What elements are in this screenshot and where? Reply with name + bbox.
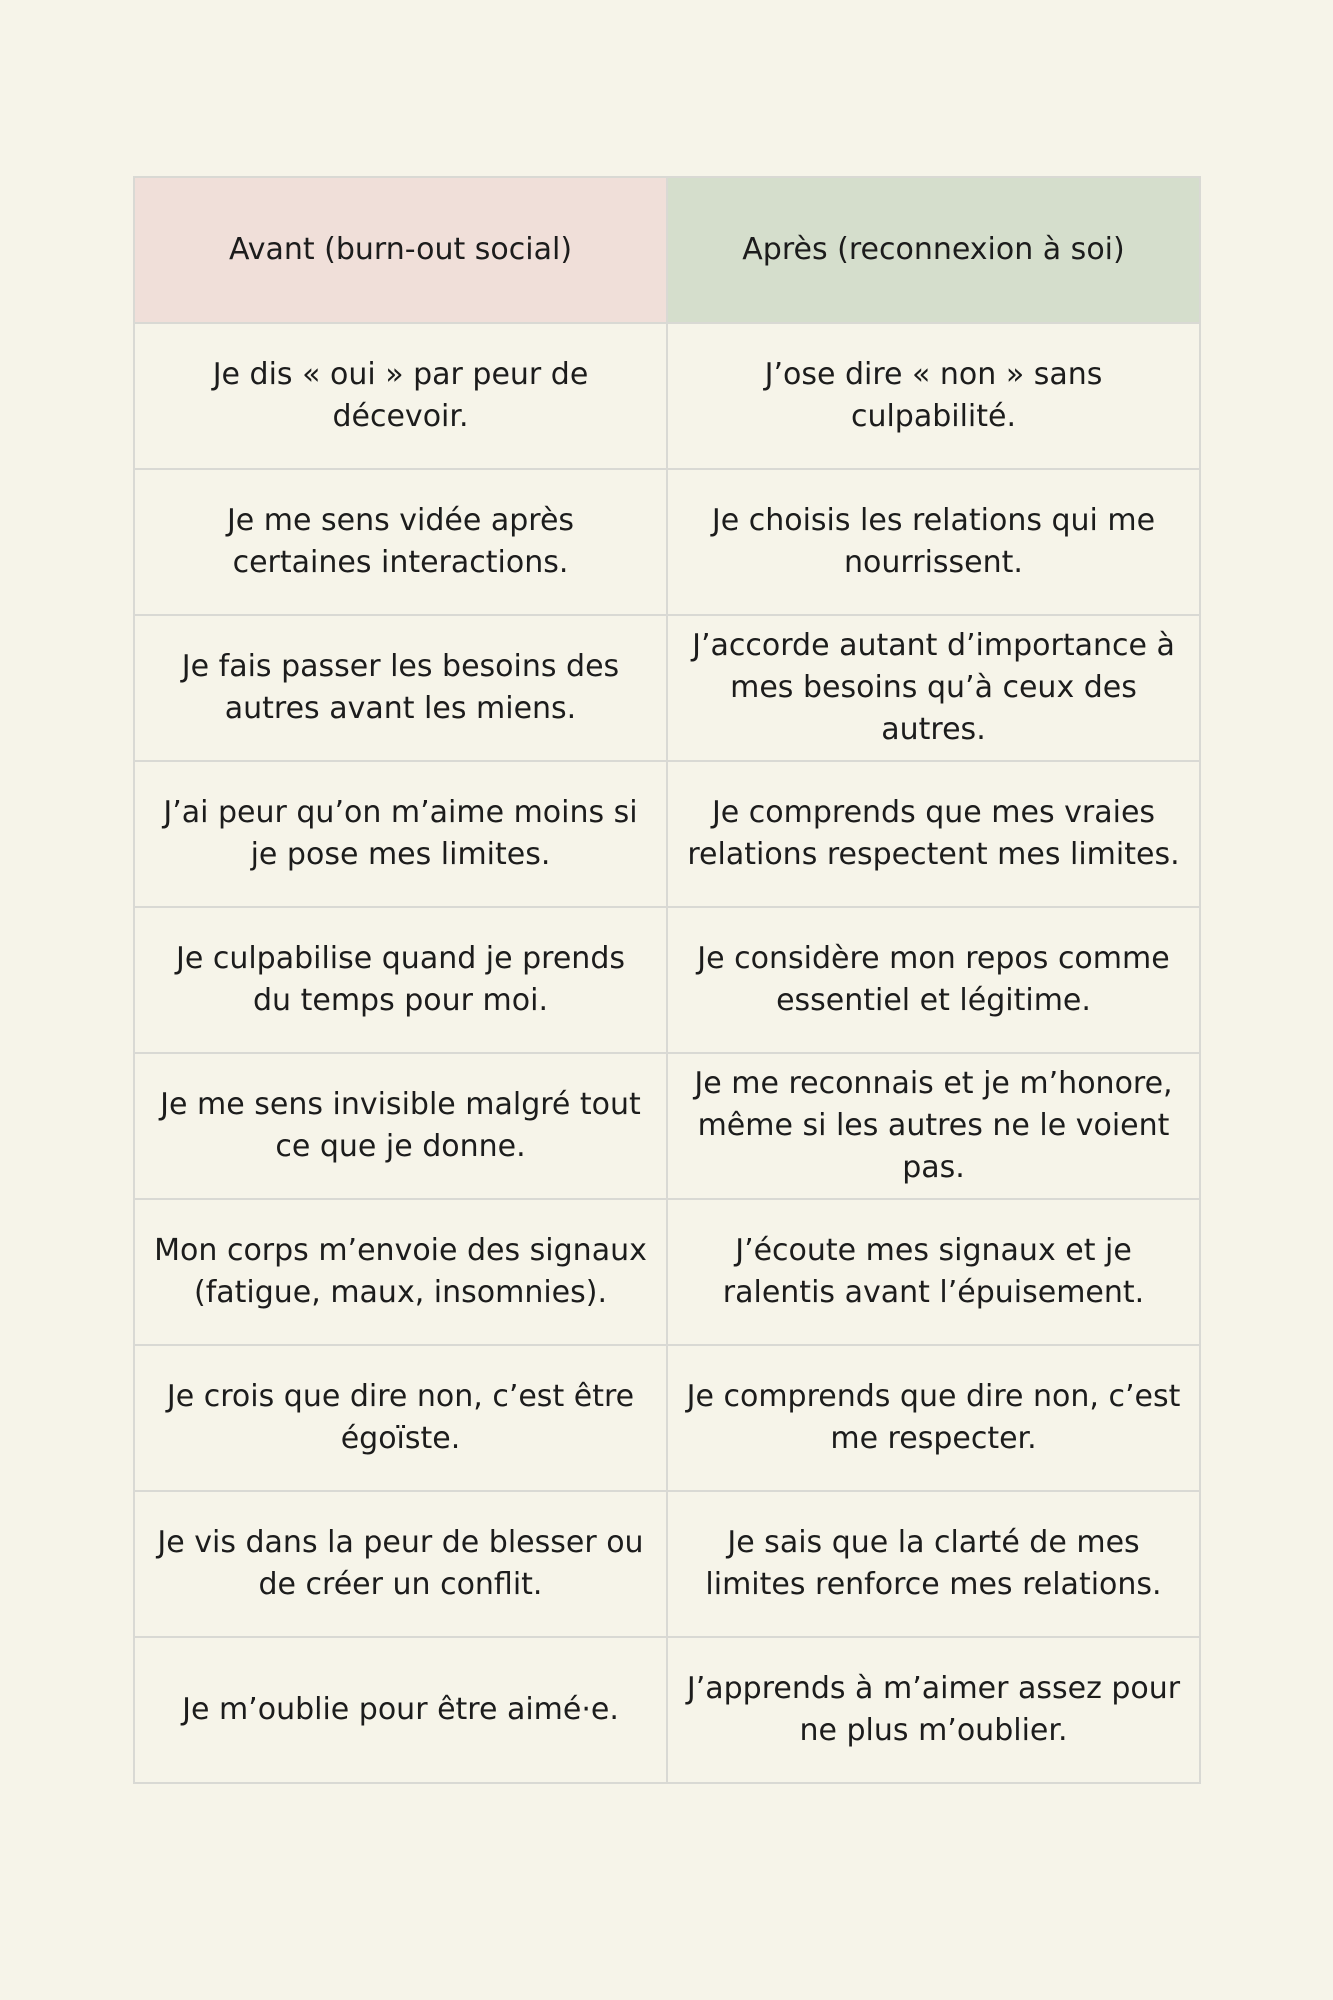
table-row bbox=[134, 615, 1200, 761]
cell-after: Je comprends que dire non, c’est me respecter. bbox=[667, 1345, 1200, 1491]
cell-after: J’accorde autant d’importance à mes besoins qu’à ceux des autres. bbox=[667, 615, 1200, 761]
cell-before: Je vis dans la peur de blesser ou de créer un conflit. bbox=[134, 1491, 667, 1637]
cell-before: Mon corps m’envoie des signaux (fatigue, maux, insomnies). bbox=[134, 1199, 667, 1345]
cell-before: Je me sens invisible malgré tout ce que je donne. bbox=[134, 1053, 667, 1199]
cell-before: Je culpabilise quand je prends du temps pour moi. bbox=[134, 907, 667, 1053]
cell-before: Je crois que dire non, c’est être égoïste. bbox=[134, 1345, 667, 1491]
cell-after: Je sais que la clarté de mes limites renforce mes relations. bbox=[667, 1491, 1200, 1637]
cell-before: J’ai peur qu’on m’aime moins si je pose mes limites. bbox=[134, 761, 667, 907]
header-before: Avant (burn-out social) bbox=[134, 177, 667, 323]
table-row bbox=[134, 1491, 1200, 1637]
comparison-table bbox=[133, 176, 1201, 1784]
cell-after: Je comprends que mes vraies relations respectent mes limites. bbox=[667, 761, 1200, 907]
cell-after: Je choisis les relations qui me nourrissent. bbox=[667, 469, 1200, 615]
cell-before: Je dis « oui » par peur de décevoir. bbox=[134, 323, 667, 469]
cell-before: Je m’oublie pour être aimé·e. bbox=[134, 1637, 667, 1783]
cell-after: Je me reconnais et je m’honore, même si les autres ne le voient pas. bbox=[667, 1053, 1200, 1199]
table-row bbox=[134, 1637, 1200, 1783]
cell-before: Je fais passer les besoins des autres avant les miens. bbox=[134, 615, 667, 761]
table-row bbox=[134, 907, 1200, 1053]
comparison-table-container bbox=[133, 176, 1201, 1784]
table-row bbox=[134, 1345, 1200, 1491]
table-row bbox=[134, 761, 1200, 907]
table-header-row bbox=[134, 177, 1200, 323]
table-row bbox=[134, 1199, 1200, 1345]
cell-after: J’apprends à m’aimer assez pour ne plus m’oublier. bbox=[667, 1637, 1200, 1783]
cell-after: J’écoute mes signaux et je ralentis avant l’épuisement. bbox=[667, 1199, 1200, 1345]
table-row bbox=[134, 323, 1200, 469]
cell-after: J’ose dire « non » sans culpabilité. bbox=[667, 323, 1200, 469]
cell-after: Je considère mon repos comme essentiel et légitime. bbox=[667, 907, 1200, 1053]
header-after: Après (reconnexion à soi) bbox=[667, 177, 1200, 323]
table-row bbox=[134, 469, 1200, 615]
cell-before: Je me sens vidée après certaines interactions. bbox=[134, 469, 667, 615]
table-row bbox=[134, 1053, 1200, 1199]
